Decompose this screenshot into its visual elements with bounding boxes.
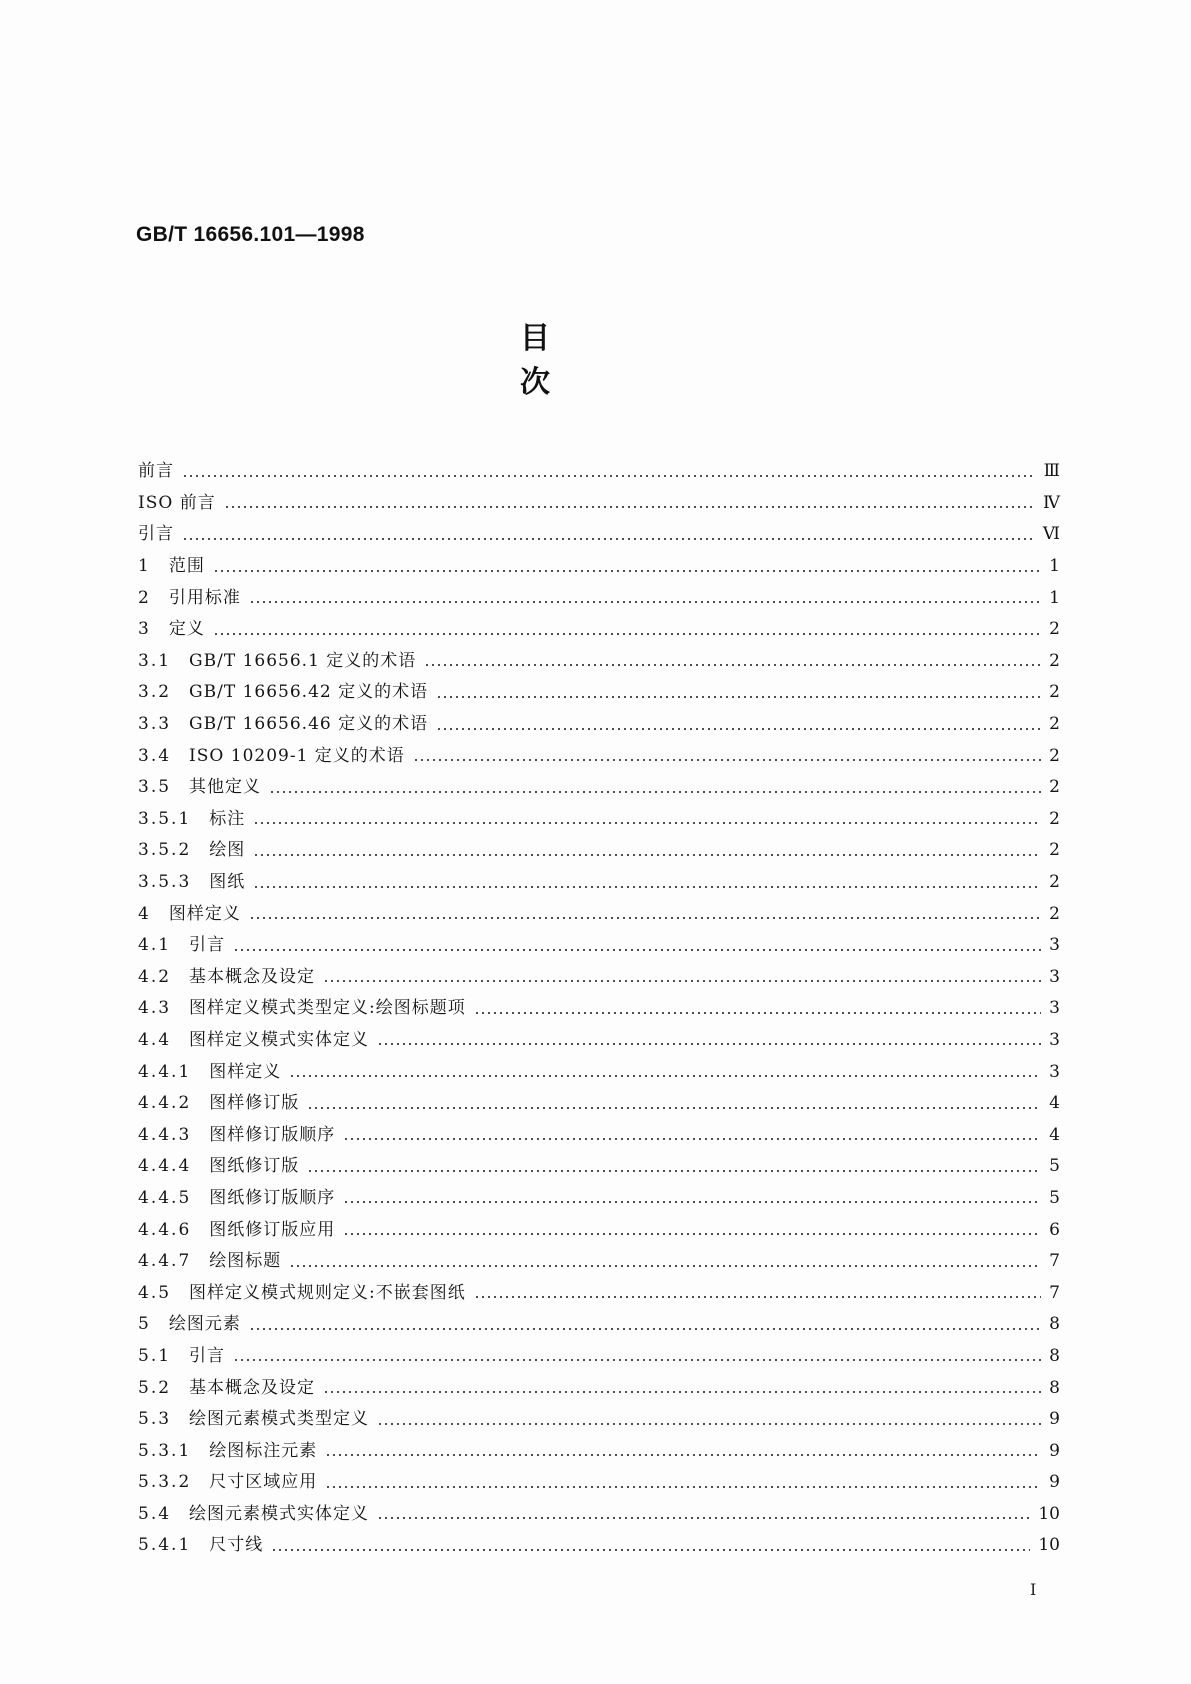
toc-entry-number: 4.4.7: [138, 1251, 192, 1272]
dot-leader: [224, 506, 1035, 508]
dot-leader: [249, 1328, 1041, 1330]
toc-entry-number: 4.4.1: [138, 1061, 192, 1082]
toc-entry-title: 绘图元素: [168, 1314, 241, 1335]
toc-entry-number: 4.1: [138, 935, 172, 956]
toc-entry-number: 4.2: [138, 966, 172, 987]
toc-entry-title: 其他定义: [189, 777, 262, 798]
toc-entry[interactable]: [138, 1309, 1060, 1341]
toc-entry-title: 基本概念及设定: [189, 1377, 316, 1398]
toc-entry[interactable]: [138, 1372, 1060, 1404]
toc-entry-page: 3: [1049, 998, 1060, 1019]
toc-entry[interactable]: [138, 1183, 1060, 1215]
dot-leader: [249, 601, 1041, 603]
toc-entry[interactable]: [138, 1151, 1060, 1183]
dot-leader: [325, 1454, 1041, 1456]
toc-entry-page: 2: [1049, 840, 1060, 861]
toc-entry-number: 3.3: [138, 714, 172, 735]
toc-entry[interactable]: [138, 1246, 1060, 1278]
toc-entry-page: 2: [1049, 650, 1060, 671]
dot-leader: [377, 1043, 1041, 1045]
toc-entry-page: 3: [1049, 935, 1060, 956]
toc-entry-number: 3: [138, 619, 151, 640]
toc-entry-page: 10: [1038, 1503, 1060, 1524]
toc-entry[interactable]: [138, 1435, 1060, 1467]
dot-leader: [289, 1265, 1041, 1267]
toc-entry[interactable]: [138, 488, 1060, 520]
toc-entry-page: 7: [1049, 1282, 1060, 1303]
toc-entry-page: 1: [1049, 556, 1060, 577]
toc-entry-title: 范围: [168, 556, 205, 577]
dot-leader: [436, 728, 1041, 730]
toc-entry-number: 4.3: [138, 998, 172, 1019]
toc-entry-page: 3: [1049, 1029, 1060, 1050]
toc-entry-page: 8: [1049, 1377, 1060, 1398]
toc-entry-page: 2: [1049, 714, 1060, 735]
page-number: I: [1030, 1580, 1037, 1599]
toc-entry-title: 尺寸区域应用: [209, 1472, 318, 1493]
toc-entry-number: 4.4.2: [138, 1093, 192, 1114]
toc-entry-number: 4.4.4: [138, 1156, 192, 1177]
toc-entry-title: 前言: [138, 461, 174, 482]
toc-entry-page: 7: [1049, 1251, 1060, 1272]
toc-entry-number: 4.5: [138, 1282, 172, 1303]
toc-entry[interactable]: [138, 867, 1060, 899]
toc-entry[interactable]: [138, 1088, 1060, 1120]
toc-entry[interactable]: [138, 1467, 1060, 1499]
toc-entry-title: 图纸修订版: [209, 1156, 300, 1177]
toc-entry[interactable]: [138, 519, 1060, 551]
toc-entry[interactable]: [138, 1277, 1060, 1309]
toc-entry-number: 3.2: [138, 682, 172, 703]
toc-entry-page: 4: [1049, 1124, 1060, 1145]
toc-entry[interactable]: [138, 1499, 1060, 1531]
toc-entry[interactable]: [138, 709, 1060, 741]
toc-entry[interactable]: [138, 551, 1060, 583]
toc-entry-number: 3.5: [138, 777, 172, 798]
dot-leader: [436, 696, 1041, 698]
toc-entry-number: 3.1: [138, 650, 172, 671]
dot-leader: [323, 1391, 1041, 1393]
toc-entry[interactable]: [138, 772, 1060, 804]
toc-entry[interactable]: [138, 740, 1060, 772]
toc-entry-number: 5.4.1: [138, 1535, 192, 1556]
toc-entry-page: 8: [1049, 1314, 1060, 1335]
dot-leader: [377, 1423, 1041, 1425]
dot-leader: [253, 822, 1041, 824]
toc-entry-number: 4.4.5: [138, 1187, 192, 1208]
toc-entry-page: 10: [1038, 1535, 1060, 1556]
toc-entry-page: 5: [1049, 1187, 1060, 1208]
dot-leader: [325, 1486, 1041, 1488]
toc-entry-title: 图样定义模式类型定义:绘图标题项: [189, 998, 466, 1019]
dot-leader: [213, 633, 1041, 635]
dot-leader: [249, 917, 1041, 919]
dot-leader: [474, 1012, 1041, 1014]
toc-entry-number: 3.5.2: [138, 840, 192, 861]
toc-entry-page: 9: [1049, 1472, 1060, 1493]
toc-entry-number: 2: [138, 587, 151, 608]
toc-entry-page: 3: [1049, 966, 1060, 987]
dot-leader: [424, 664, 1041, 666]
dot-leader: [213, 570, 1041, 572]
toc-entry-title: 引言: [189, 935, 226, 956]
toc-entry[interactable]: [138, 456, 1060, 488]
toc-entry[interactable]: [138, 677, 1060, 709]
toc-entry-page: 8: [1049, 1345, 1060, 1366]
toc-entry-number: 4.4.6: [138, 1219, 192, 1240]
toc-entry-page: 2: [1049, 903, 1060, 924]
toc-entry-title: GB/T 16656.46 定义的术语: [189, 714, 429, 735]
document-id: GB/T 16656.101—1998: [136, 223, 365, 246]
toc-entry-title: 图样定义模式实体定义: [189, 1029, 370, 1050]
toc-entry-title: GB/T 16656.42 定义的术语: [189, 682, 429, 703]
toc-entry[interactable]: [138, 993, 1060, 1025]
toc-entry-title: ISO 前言: [138, 492, 216, 513]
toc-entry-page: 2: [1049, 682, 1060, 703]
toc-entry-title: 基本概念及设定: [189, 966, 316, 987]
toc-entry-title: 图样修订版顺序: [209, 1124, 336, 1145]
toc-entry-title: 引言: [138, 524, 174, 545]
dot-leader: [253, 886, 1041, 888]
toc-entry-page: Ⅲ: [1043, 461, 1060, 482]
toc-entry-number: 5: [138, 1314, 151, 1335]
toc-entry-title: 图样定义: [168, 903, 241, 924]
toc-entry-number: 5.3: [138, 1409, 172, 1430]
toc-entry-title: 图纸修订版应用: [209, 1219, 336, 1240]
dot-leader: [289, 1075, 1041, 1077]
toc-entry-number: 5.1: [138, 1345, 172, 1366]
toc-entry-number: 4.4: [138, 1029, 172, 1050]
dot-leader: [269, 791, 1041, 793]
dot-leader: [343, 1233, 1041, 1235]
toc-entry[interactable]: [138, 835, 1060, 867]
toc-entry[interactable]: [138, 1119, 1060, 1151]
toc-entry-page: 3: [1049, 1061, 1060, 1082]
toc-entry[interactable]: [138, 930, 1060, 962]
toc-entry-title: 引用标准: [168, 587, 241, 608]
dot-leader: [253, 854, 1041, 856]
toc-entry-title: GB/T 16656.1 定义的术语: [189, 650, 417, 671]
toc-entry[interactable]: [138, 1530, 1060, 1562]
toc-entry-number: 1: [138, 556, 151, 577]
dot-leader: [182, 538, 1035, 540]
dot-leader: [271, 1549, 1030, 1551]
toc-entry-number: 5.2: [138, 1377, 172, 1398]
toc-entry[interactable]: [138, 1214, 1060, 1246]
toc-title: 目 次: [520, 321, 724, 400]
toc-entry-page: Ⅳ: [1043, 492, 1060, 513]
dot-leader: [343, 1201, 1041, 1203]
toc-entry-title: 图样定义: [209, 1061, 282, 1082]
toc-entry-number: 3.5.1: [138, 808, 192, 829]
toc-entry-page: 2: [1049, 872, 1060, 893]
toc-entry-page: 6: [1049, 1219, 1060, 1240]
dot-leader: [377, 1517, 1030, 1519]
dot-leader: [233, 1359, 1041, 1361]
toc-entry-number: 5.3.2: [138, 1472, 192, 1493]
toc-entry[interactable]: [138, 1404, 1060, 1436]
toc-entry[interactable]: [138, 962, 1060, 994]
toc-entry-title: 图样定义模式规则定义:不嵌套图纸: [189, 1282, 466, 1303]
toc-entry[interactable]: [138, 614, 1060, 646]
toc-entry[interactable]: [138, 646, 1060, 678]
dot-leader: [233, 949, 1041, 951]
toc-entry-page: 5: [1049, 1156, 1060, 1177]
toc-entry-title: 绘图元素模式实体定义: [189, 1503, 370, 1524]
toc-entry-title: 图纸: [209, 872, 246, 893]
toc-entry[interactable]: [138, 1025, 1060, 1057]
toc-entry[interactable]: [138, 582, 1060, 614]
toc-entry-page: Ⅵ: [1042, 524, 1060, 545]
dot-leader: [307, 1170, 1041, 1172]
dot-leader: [323, 980, 1041, 982]
toc-entry-title: 绘图标注元素: [209, 1440, 318, 1461]
toc-entry-number: 3.4: [138, 745, 172, 766]
toc-entry-page: 2: [1049, 808, 1060, 829]
toc-entry-number: 3.5.3: [138, 872, 192, 893]
toc-entry-title: 图纸修订版顺序: [209, 1187, 336, 1208]
toc-entry-title: 绘图元素模式类型定义: [189, 1409, 370, 1430]
toc-entry-title: 图样修订版: [209, 1093, 300, 1114]
toc-entry-title: 绘图: [209, 840, 246, 861]
toc-entry-number: 4: [138, 903, 151, 924]
toc-entry-page: 2: [1049, 745, 1060, 766]
toc-entry-title: 引言: [189, 1345, 226, 1366]
toc-entry[interactable]: [138, 804, 1060, 836]
toc-entry-page: 4: [1049, 1093, 1060, 1114]
toc-entry-page: 9: [1049, 1409, 1060, 1430]
table-of-contents: [138, 456, 1060, 1562]
dot-leader: [474, 1296, 1041, 1298]
toc-entry-number: 5.4: [138, 1503, 172, 1524]
dot-leader: [343, 1138, 1041, 1140]
toc-entry-title: 标注: [209, 808, 246, 829]
toc-entry-page: 1: [1049, 587, 1060, 608]
toc-entry-title: 尺寸线: [209, 1535, 264, 1556]
toc-entry-title: 定义: [168, 619, 205, 640]
toc-entry[interactable]: [138, 898, 1060, 930]
toc-entry-number: 5.3.1: [138, 1440, 192, 1461]
toc-entry-page: 9: [1049, 1440, 1060, 1461]
toc-entry-title: 绘图标题: [209, 1251, 282, 1272]
dot-leader: [182, 475, 1036, 477]
toc-entry[interactable]: [138, 1056, 1060, 1088]
dot-leader: [413, 759, 1041, 761]
toc-entry[interactable]: [138, 1341, 1060, 1373]
toc-entry-page: 2: [1049, 619, 1060, 640]
toc-entry-title: ISO 10209-1 定义的术语: [189, 745, 405, 766]
toc-entry-page: 2: [1049, 777, 1060, 798]
dot-leader: [307, 1107, 1041, 1109]
toc-entry-number: 4.4.3: [138, 1124, 192, 1145]
